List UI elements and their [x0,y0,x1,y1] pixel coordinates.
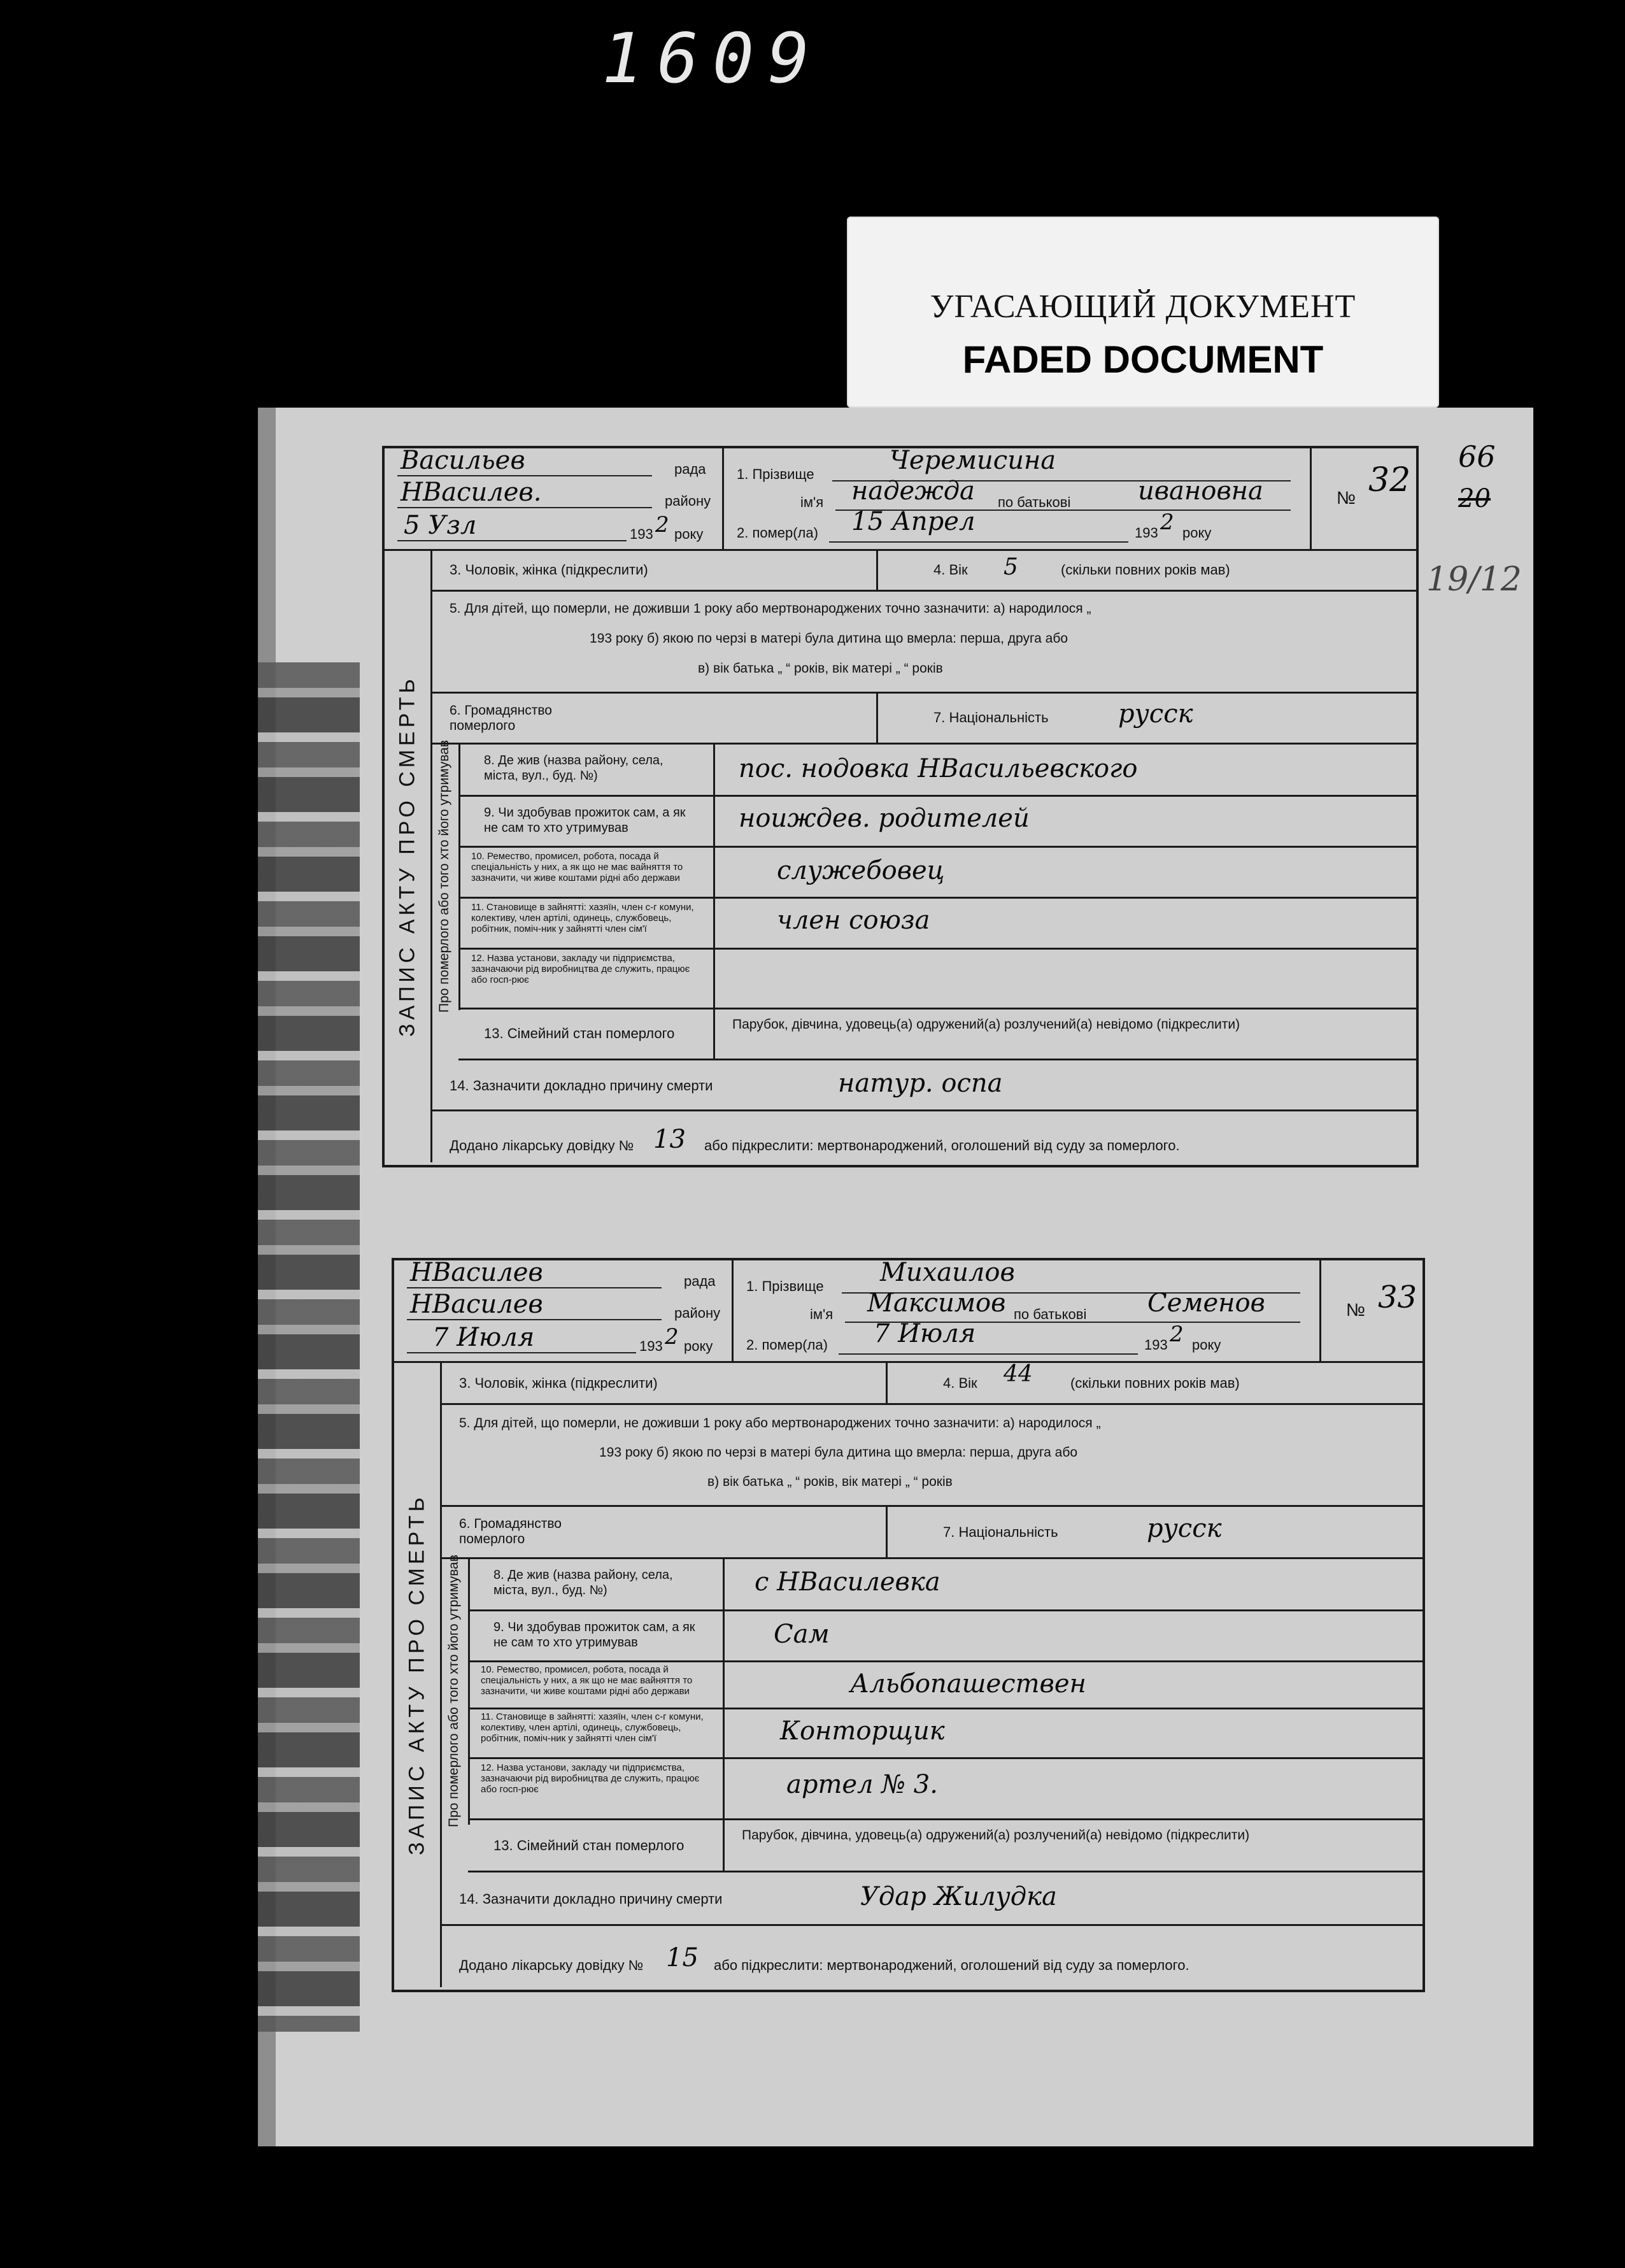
field-13: 13. Сімейний стан померлого Парубок, дівчина, удовець(а) одружений(а) розлучений(а) невідомо (підкреслити) [468,1818,1423,1872]
field-5: 5. Для дітей, що померли, не доживши 1 року або мертвонароджених точно зазначити: а) народилося „ 193 року б) якою по черзі в матері була дитина що вмерла: перша, друга або в) вік батька „ “ років, вік матері „ “ років [430,590,1416,694]
field-3-4: 3. Чоловік, жінка (підкреслити) 4. Вік 44 (скільки повних років мав) [440,1361,1423,1405]
rayon-value: НВасилев [410,1290,543,1319]
surname-value: Черемисина [890,446,1056,475]
record-number-block: № 33 [1346,1280,1417,1320]
field-11: 11. Становище в зайнятті: хазяїн, член с-г комуни, колективу, член артілі, одинець, службовець, робітник, поміч-ник у зайнятті член сім'ї Конторщик [468,1708,1423,1759]
occupation-value: служебовец [777,856,945,885]
field-10: 10. Ремество, промисел, робота, посада й спеціальність у них, а як що не має вайняття то зазначити, чи живе коштами рідні або держави Альбопашествен [468,1660,1423,1709]
card-header [394,1260,1423,1363]
name-value: Максимов [867,1288,1006,1318]
name-value: надежда [851,476,975,506]
nationality-value: русск [1118,699,1193,729]
faded-label-ru: УГАСАЮЩИЙ ДОКУМЕНТ [930,289,1356,325]
livelihood-value: ноиждев. родителей [739,804,1030,833]
workplace-value: артел № 3. [786,1770,938,1799]
rada-label: рада [674,461,706,477]
cause-of-death-value: Удар Жилудка [860,1882,1057,1911]
rayon-label: району [665,493,711,509]
residence-value: с НВасилевка [755,1567,940,1597]
field-5: 5. Для дітей, що померли, не доживши 1 року або мертвонароджених точно зазначити: а) народилося „ 193 року б) якою по черзі в матері була дитина що вмерла: перша, друга або в) вік батька „ “ років, вік матері „ “ років [440,1403,1423,1507]
employment-status-value: член союза [777,906,930,935]
field-11: 11. Становище в зайнятті: хазяїн, член с-г комуни, колективу, член артілі, одинець, службовець, робітник, поміч-ник у зайнятті член сім'ї член союза [458,897,1416,950]
record-number-block: № 32 [1337,461,1411,508]
side-title: ЗАПИС АКТУ ПРО СМЕРТЬ [394,1361,442,1987]
cause-of-death-value: натур. оспа [838,1069,1003,1098]
age-value: 5 [1004,554,1018,580]
medical-certificate-number: 13 [653,1125,686,1154]
field-3-4: 3. Чоловік, жінка (підкреслити) 4. Вік 5 (скільки повних років мав) [430,549,1416,592]
death-date-value: 15 Апрел [851,507,976,536]
card-header [385,448,1416,551]
age-value: 44 [1004,1361,1033,1387]
rayon-value: НВасилев. [401,478,542,507]
register-date: 7 Июля [432,1323,535,1352]
faded-document-label [847,217,1439,408]
torn-page-edge [258,662,360,2032]
deceased-name-block: 1. Прізвище Черемисина ім'я надежда по батькові ивановна 2. помер(ла) 15 Апрел 193 2 року [724,448,1312,549]
livelihood-value: Сам [774,1620,830,1649]
surname-value: Михаилов [880,1258,1015,1287]
marital-options: Парубок, дівчина, удовець(а) одружений(а) розлучений(а) невідомо (підкреслити) [732,1017,1240,1032]
field-10: 10. Ремество, промисел, робота, посада й спеціальність у них, а як що не має вайняття то зазначити, чи живе коштами рідні або держави служебовец [458,846,1416,899]
archive-number: 1609 [602,19,824,99]
register-date: 5 Узл [404,511,477,540]
field-9: 9. Чи здобував прожиток сам, а як не сам то хто утримував ноиждев. родителей [458,795,1416,848]
record-number: 33 [1378,1280,1417,1315]
field-6-7: 6. Громадянство померлого 7. Національність русск [430,692,1416,745]
rada-value: Васильев [401,446,525,475]
death-record-card-32 [382,446,1419,1167]
side-subtitle: Про померлого або того хто його утримував [440,1557,470,1825]
field-14: 14. Зазначити докладно причину смерти Удар Жилудка [440,1871,1423,1926]
rada-value: НВасилев [410,1258,543,1287]
margin-note-side: 19/12 [1426,560,1522,599]
faded-label-en: FADED DOCUMENT [962,338,1324,381]
occupation-value: Альбопашествен [850,1669,1086,1699]
side-title: ЗАПИС АКТУ ПРО СМЕРТЬ [385,549,432,1162]
footer-row: Додано лікарську довідку № 15 або підкреслити: мертвонароджений, оголошений від суду за померлого. [459,1943,1189,1973]
patronymic-value: ивановна [1138,476,1263,506]
registry-place-block: Васильев рада НВасилев. району 5 Узл 193 2 року [385,448,724,549]
deceased-name-block: 1. Прізвище Михаилов ім'я Максимов по батькові Семенов 2. помер(ла) 7 Июля 193 2 року [734,1260,1321,1361]
residence-value: пос. нодовка НВасильевского [739,754,1138,783]
margin-note-struck: 20 [1458,484,1491,513]
medical-certificate-number: 15 [666,1943,699,1972]
footer-row: Додано лікарську довідку № 13 або підкреслити: мертвонароджений, оголошений від суду за померлого. [450,1125,1180,1154]
marital-options: Парубок, дівчина, удовець(а) одружений(а) розлучений(а) невідомо (підкреслити) [742,1828,1250,1843]
field-8: 8. Де жив (назва району, села, міста, вул., буд. №) с НВасилевка [468,1557,1423,1611]
death-date-value: 7 Июля [874,1319,976,1348]
field-13: 13. Сімейний стан померлого Парубок, дівчина, удовець(а) одружений(а) розлучений(а) невідомо (підкреслити) [458,1008,1416,1060]
patronymic-value: Семенов [1147,1288,1265,1318]
field-9: 9. Чи здобував прожиток сам, а як не сам то хто утримував Сам [468,1609,1423,1662]
side-subtitle: Про померлого або того хто його утримував [430,743,460,1010]
field-12: 12. Назва установи, закладу чи підприємства, зазначаючи рід виробництва де служить, працює або госп-рює [458,948,1416,1009]
field-6-7: 6. Громадянство померлого 7. Національність русск [440,1505,1423,1559]
field-8: 8. Де жив (назва району, села, міста, вул., буд. №) пос. нодовка НВасильевского [458,743,1416,797]
death-record-card-33 [392,1258,1425,1992]
employment-status-value: Конторщик [780,1716,945,1746]
field-12: 12. Назва установи, закладу чи підприємства, зазначаючи рід виробництва де служить, працює або госп-рює артел № 3. [468,1757,1423,1820]
registry-place-block: НВасилев рада НВасилев району 7 Июля 193 2 року [394,1260,734,1361]
nationality-value: русск [1147,1514,1222,1543]
record-number: 32 [1368,461,1411,499]
field-14: 14. Зазначити докладно причину смерти натур. оспа [430,1059,1416,1111]
margin-note-top: 66 [1458,439,1496,474]
